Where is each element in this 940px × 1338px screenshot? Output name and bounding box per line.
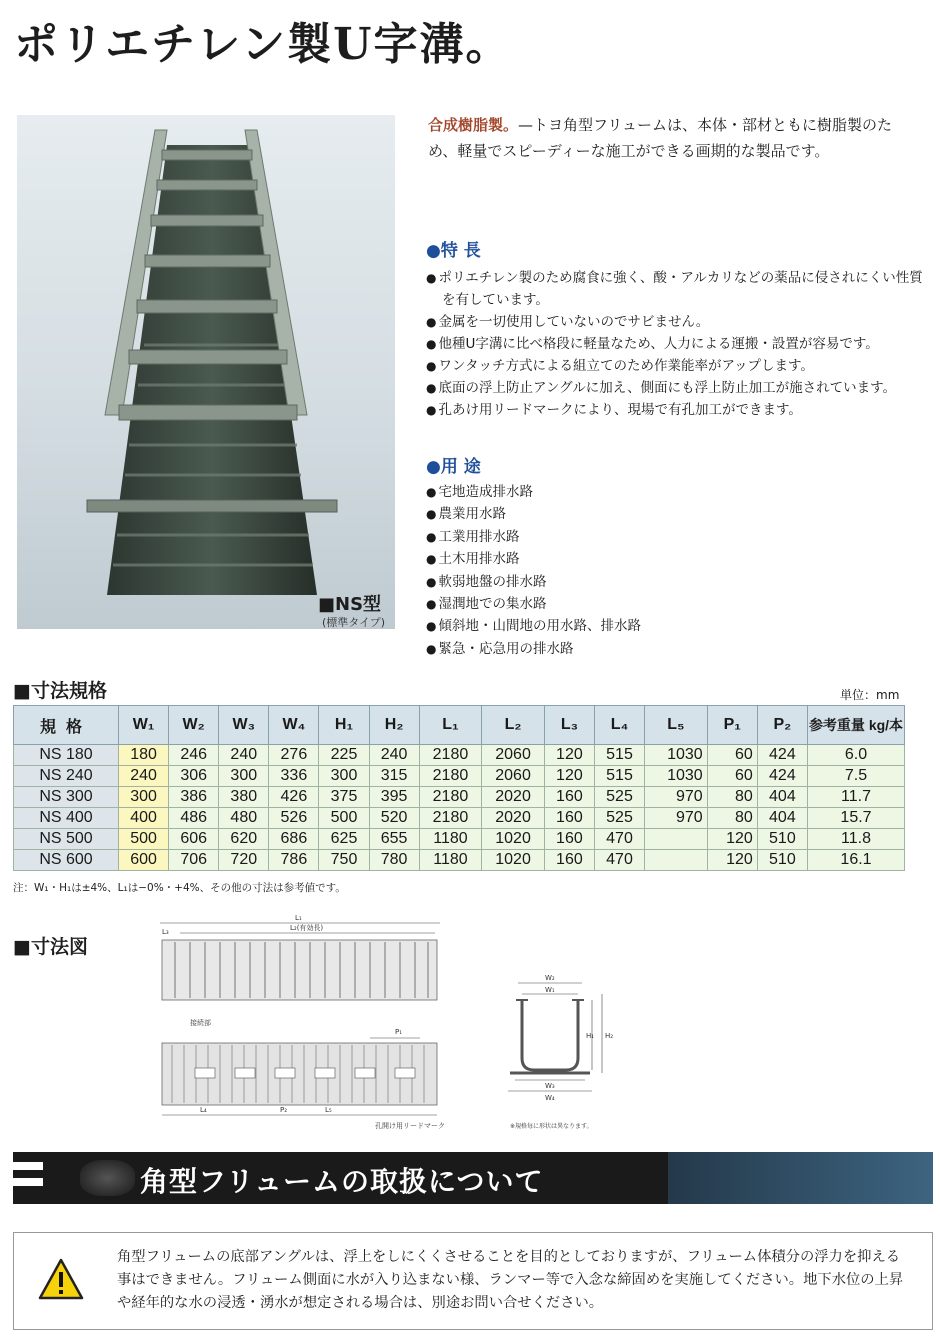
banner-accent (668, 1152, 933, 1204)
table-cell: 180 (119, 745, 169, 766)
table-cell: 1020 (482, 850, 545, 871)
column-header: 参考重量 kg/本 (808, 706, 905, 745)
table-cell: 60 (707, 745, 757, 766)
table-row (14, 808, 905, 829)
dimension-diagram (150, 908, 750, 1142)
table-row (14, 829, 905, 850)
table-row (14, 787, 905, 808)
column-header: L₄ (594, 706, 644, 745)
diagram-heading: ■寸法図 (13, 936, 88, 958)
table-cell: 240 (119, 766, 169, 787)
feature-item: ● ワンタッチ方式による組立てのため作業能率がアップします。 (426, 355, 926, 377)
table-cell: 386 (169, 787, 219, 808)
table-cell: 404 (757, 787, 807, 808)
label-h2: H₂ (605, 1032, 614, 1040)
table-cell (645, 829, 708, 850)
table-cell: 400 (119, 808, 169, 829)
table-cell: 520 (369, 808, 419, 829)
table-cell: 11.8 (808, 829, 905, 850)
table-cell: 424 (757, 745, 807, 766)
table-cell: 80 (707, 808, 757, 829)
row-name-cell: NS 600 (14, 850, 119, 871)
row-name-cell: NS 500 (14, 829, 119, 850)
table-cell: 426 (269, 787, 319, 808)
table-cell: 240 (219, 745, 269, 766)
table-cell: 120 (544, 745, 594, 766)
warning-text: 角型フリュームの底部アングルは、浮上をしにくくさせることを目的としておりますが、フリューム体積分の浮力を抑える事はできません。フリューム側面に水が入り込まない様、ランマー等で入念な締固めを実施してください。地下水位の上昇や経年的な水の浸透・湧水が想定される場合は、別途お問い合せください。 (117, 1249, 904, 1311)
label-w4: W₄ (545, 1094, 555, 1102)
table-cell: 15.7 (808, 808, 905, 829)
table-cell: 2060 (482, 766, 545, 787)
table-cell: 1030 (645, 745, 708, 766)
table-cell: 404 (757, 808, 807, 829)
table-cell: 500 (319, 808, 369, 829)
table-cell (645, 850, 708, 871)
photo-sublabel: (標準タイプ) (322, 616, 386, 629)
feature-item: ● 金属を一切使用していないのでサビません。 (426, 311, 926, 333)
table-cell: 120 (707, 829, 757, 850)
column-header: 規格 (14, 706, 119, 745)
table-cell: 2180 (419, 745, 482, 766)
table-cell: 655 (369, 829, 419, 850)
intro-highlight: 合成樹脂製。 (428, 116, 519, 134)
table-cell: 315 (369, 766, 419, 787)
banner-title: 角型フリュームの取扱について (140, 1165, 544, 1198)
label-w1: W₁ (545, 986, 555, 994)
label-w2: W₂ (545, 974, 555, 982)
table-cell: 336 (269, 766, 319, 787)
table-cell: 300 (119, 787, 169, 808)
column-header: W₄ (269, 706, 319, 745)
spec-table (13, 705, 905, 871)
label-l2: L₂(有効長) (290, 924, 324, 932)
table-cell: 375 (319, 787, 369, 808)
label-p2: P₂ (280, 1106, 288, 1114)
table-cell: 686 (269, 829, 319, 850)
table-cell: 120 (544, 766, 594, 787)
table-cell: 1030 (645, 766, 708, 787)
column-header: L₃ (544, 706, 594, 745)
column-header: P₂ (757, 706, 807, 745)
use-item: ● 湿潤地での集水路 (426, 593, 726, 615)
table-cell: 2180 (419, 808, 482, 829)
table-cell: 80 (707, 787, 757, 808)
table-row (14, 745, 905, 766)
label-l4: L₄ (200, 1106, 207, 1114)
use-item: ● 緊急・応急用の排水路 (426, 638, 726, 660)
table-cell: 525 (594, 808, 644, 829)
table-row (14, 850, 905, 871)
photo-label: ■NS型 (318, 594, 382, 615)
table-row (14, 766, 905, 787)
uses-heading: ●用 途 (426, 457, 481, 477)
table-cell: 606 (169, 829, 219, 850)
table-cell: 160 (544, 787, 594, 808)
row-name-cell: NS 300 (14, 787, 119, 808)
table-cell: 780 (369, 850, 419, 871)
uses-section (426, 452, 726, 660)
column-header: W₃ (219, 706, 269, 745)
table-cell: 515 (594, 766, 644, 787)
label-w3: W₃ (545, 1082, 555, 1090)
intro-text: —トヨ角型フリュームは、本体・部材ともに樹脂製のため、軽量でスピーディーな施工ができる画期的な製品です。 (428, 116, 892, 160)
table-cell: 7.5 (808, 766, 905, 787)
table-cell: 120 (707, 850, 757, 871)
use-item: ● 工業用排水路 (426, 526, 726, 548)
table-cell: 750 (319, 850, 369, 871)
feature-item: ● ポリエチレン製のため腐食に強く、酸・アルカリなどの薬品に侵されにくい性質を有しています。 (426, 267, 926, 311)
table-cell: 424 (757, 766, 807, 787)
column-header: P₁ (707, 706, 757, 745)
table-cell: 480 (219, 808, 269, 829)
table-cell: 160 (544, 850, 594, 871)
label-p1: P₁ (395, 1028, 403, 1036)
table-cell: 515 (594, 745, 644, 766)
table-cell: 2060 (482, 745, 545, 766)
table-cell: 2180 (419, 787, 482, 808)
table-cell: 11.7 (808, 787, 905, 808)
table-cell: 525 (594, 787, 644, 808)
table-cell: 620 (219, 829, 269, 850)
table-cell: 1180 (419, 850, 482, 871)
column-header: L₂ (482, 706, 545, 745)
use-item: ● 土木用排水路 (426, 548, 726, 570)
table-cell: 225 (319, 745, 369, 766)
table-cell: 6.0 (808, 745, 905, 766)
table-header-row (14, 706, 905, 745)
table-cell: 1020 (482, 829, 545, 850)
column-header: W₂ (169, 706, 219, 745)
table-cell: 600 (119, 850, 169, 871)
use-item: ● 宅地造成排水路 (426, 481, 726, 503)
table-cell: 160 (544, 808, 594, 829)
table-cell: 16.1 (808, 850, 905, 871)
table-cell: 970 (645, 808, 708, 829)
column-header: L₅ (645, 706, 708, 745)
intro-paragraph (428, 112, 918, 164)
use-item: ● 傾斜地・山間地の用水路、排水路 (426, 615, 726, 637)
feature-item: ● 底面の浮上防止アングルに加え、側面にも浮上防止加工が施されています。 (426, 377, 926, 399)
features-section (426, 236, 926, 421)
table-cell: 240 (369, 745, 419, 766)
row-name-cell: NS 180 (14, 745, 119, 766)
use-item: ● 農業用水路 (426, 503, 726, 525)
table-cell: 300 (319, 766, 369, 787)
table-cell: 970 (645, 787, 708, 808)
label-lead-mark: 孔開け用リードマーク (375, 1122, 445, 1130)
table-cell: 380 (219, 787, 269, 808)
table-cell: 500 (119, 829, 169, 850)
table-cell: 510 (757, 850, 807, 871)
label-joint: 接続部 (190, 1019, 211, 1027)
banner-stripe (13, 1178, 43, 1186)
table-cell: 1180 (419, 829, 482, 850)
banner-stripe (13, 1162, 43, 1170)
table-cell: 786 (269, 850, 319, 871)
table-cell: 486 (169, 808, 219, 829)
table-cell: 160 (544, 829, 594, 850)
product-photo (17, 115, 395, 629)
column-header: H₁ (319, 706, 369, 745)
table-cell: 395 (369, 787, 419, 808)
column-header: L₁ (419, 706, 482, 745)
feature-item: ● 他種U字溝に比べ格段に軽量なため、人力による運搬・設置が容易です。 (426, 333, 926, 355)
feature-item: ● 孔あけ用リードマークにより、現場で有孔加工ができます。 (426, 399, 926, 421)
diagram-note: ※規格毎に形状は異なります。 (510, 1123, 593, 1130)
table-cell: 60 (707, 766, 757, 787)
use-item: ● 軟弱地盤の排水路 (426, 571, 726, 593)
table-cell: 2180 (419, 766, 482, 787)
column-header: W₁ (119, 706, 169, 745)
warning-icon (38, 1258, 84, 1304)
table-cell: 2020 (482, 808, 545, 829)
table-cell: 510 (757, 829, 807, 850)
table-cell: 625 (319, 829, 369, 850)
features-heading: ●特 長 (426, 241, 481, 261)
table-cell: 720 (219, 850, 269, 871)
page-title: ポリエチレン製U字溝。 (14, 19, 512, 70)
row-name-cell: NS 240 (14, 766, 119, 787)
table-cell: 300 (219, 766, 269, 787)
label-l5: L₅ (325, 1106, 332, 1114)
row-name-cell: NS 400 (14, 808, 119, 829)
label-l1: L₁ (295, 914, 302, 922)
table-cell: 470 (594, 850, 644, 871)
table-cell: 2020 (482, 787, 545, 808)
label-h1: H₁ (586, 1032, 595, 1040)
spec-note: 注：W₁・H₁は±4%、L₁は−0%・+4%、その他の寸法は参考値です。 (13, 882, 346, 894)
spec-heading: ■寸法規格 (13, 680, 107, 702)
table-cell: 526 (269, 808, 319, 829)
table-cell: 470 (594, 829, 644, 850)
table-cell: 306 (169, 766, 219, 787)
table-cell: 246 (169, 745, 219, 766)
banner-logo-icon (80, 1160, 135, 1196)
table-cell: 276 (269, 745, 319, 766)
column-header: H₂ (369, 706, 419, 745)
label-l3: L₃ (162, 928, 169, 936)
table-cell: 706 (169, 850, 219, 871)
unit-label: 単位：mm (840, 688, 900, 702)
